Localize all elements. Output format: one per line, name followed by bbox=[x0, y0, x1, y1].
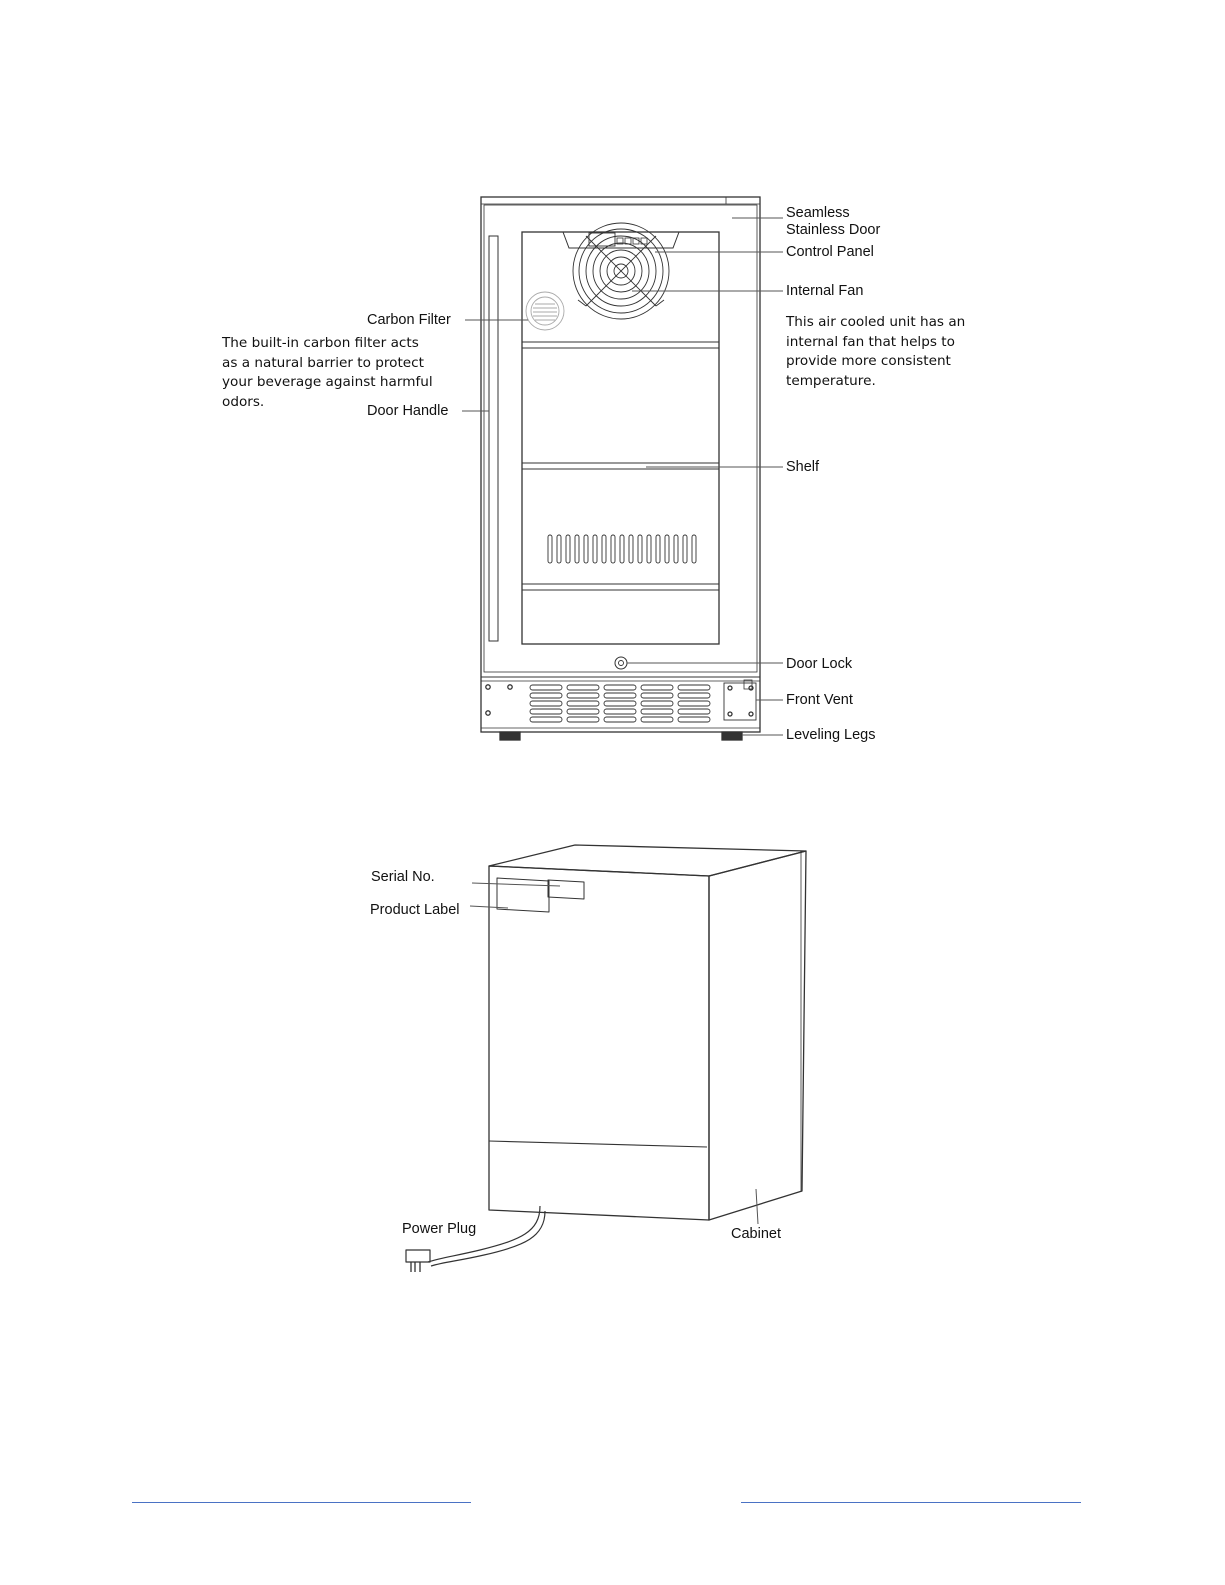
fan-note-line: This air cooled unit has an bbox=[786, 314, 966, 330]
carbon-filter-note-line: The built-in carbon filter acts bbox=[222, 335, 419, 351]
footer-rule-right bbox=[741, 1502, 1081, 1503]
fan-note-line: internal fan that helps to bbox=[786, 333, 955, 350]
product-label-sticker bbox=[497, 878, 549, 912]
control-panel-label: Control Panel bbox=[786, 244, 874, 260]
seamless-door-label-line1: Seamless bbox=[786, 205, 850, 221]
internal-fan-label: Internal Fan bbox=[786, 283, 864, 299]
cabinet-top bbox=[489, 845, 806, 876]
door-handle-label: Door Handle bbox=[367, 403, 449, 419]
cabinet-label: Cabinet bbox=[731, 1226, 781, 1242]
carbon-filter-note-line: odors. bbox=[222, 393, 265, 410]
leveling-legs-label: Leveling Legs bbox=[786, 727, 876, 743]
power-plug bbox=[406, 1250, 430, 1262]
rear-panel bbox=[489, 866, 709, 1220]
front-vent-label: Front Vent bbox=[786, 692, 853, 708]
serial-number-label: Serial No. bbox=[371, 869, 435, 885]
carbon-filter-note-line: as a natural barrier to protect bbox=[222, 354, 424, 371]
fan-note-line: provide more consistent bbox=[786, 353, 951, 369]
door-lock-label: Door Lock bbox=[786, 656, 853, 672]
carbon-filter-note-line: your beverage against harmful bbox=[222, 374, 433, 390]
footer-rule-left bbox=[132, 1502, 471, 1503]
shelf-label: Shelf bbox=[786, 459, 820, 475]
cabinet-side bbox=[709, 851, 806, 1220]
serial-number-sticker bbox=[548, 880, 584, 899]
power-plug-label: Power Plug bbox=[402, 1221, 477, 1237]
fan-note-line: temperature. bbox=[786, 372, 876, 389]
carbon-filter-label: Carbon Filter bbox=[367, 312, 451, 328]
seamless-door-label-line2: Stainless Door bbox=[786, 222, 881, 238]
product-label-label: Product Label bbox=[370, 902, 460, 918]
